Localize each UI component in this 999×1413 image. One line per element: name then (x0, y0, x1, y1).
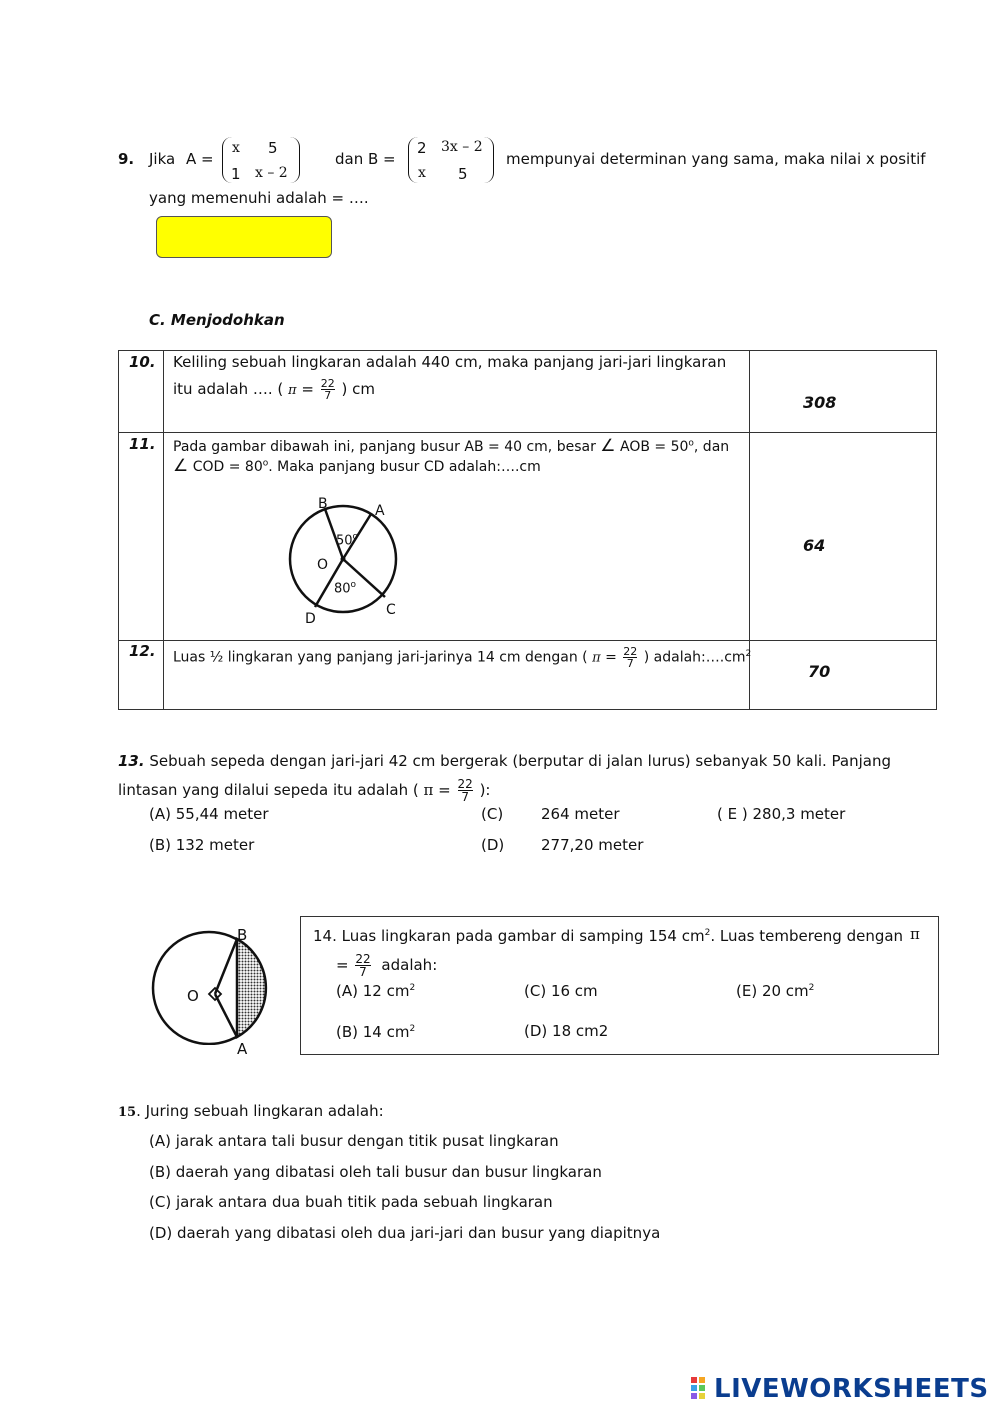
q13-line2: lintasan yang dilalui sepeda itu adalah ( π = $\frac{22}{7}$ ): (118, 777, 491, 804)
q14-option-a[interactable]: (A) 12 $cm^2$ (336, 982, 416, 1000)
center-o (341, 557, 346, 562)
angle-icon: ∠ (600, 436, 616, 456)
q13-option-d-label[interactable]: (D) (481, 836, 505, 854)
q15-option-a[interactable]: (A) jarak antara tali busur dengan titik pusat lingkaran (149, 1132, 559, 1150)
q15-option-b[interactable]: (B) daerah yang dibatasi oleh tali busur dan busur lingkaran (149, 1163, 602, 1181)
q11-label-c: C (386, 602, 396, 618)
q9-line2: yang memenuhi adalah = …. (149, 189, 369, 207)
q11-label-o: O (317, 557, 329, 573)
q15-option-d[interactable]: (D) daerah yang dibatasi oleh dua jari-jari dan busur yang diapitnya (149, 1224, 661, 1242)
q11-circle-figure (280, 490, 420, 630)
q10-number: 10. (129, 353, 156, 371)
q14-line2: = $\frac{22}{7}$ adalah: (336, 952, 438, 979)
q13-option-b[interactable]: (B) 132 meter (149, 836, 255, 854)
q14-option-c[interactable]: (C) 16 cm (524, 982, 598, 1000)
q11-label-d: D (305, 611, 316, 627)
q14-circle-figure (145, 930, 275, 1045)
answer-input-q9[interactable] (156, 216, 332, 258)
q14-pi: π (910, 925, 920, 943)
q14-label-b: B (237, 926, 248, 944)
logo-blocks-icon (690, 1375, 714, 1403)
q10-answer[interactable]: 308 (803, 393, 837, 412)
q12-number: 12. (129, 642, 156, 660)
segment-shaded (237, 939, 266, 1037)
q13-line1: 13. Sebuah sepeda dengan jari-jari 42 cm bergerak (berputar di jalan lurus) sebanyak 50 kali. Panjang (118, 752, 892, 770)
q14-option-d[interactable]: (D) 18 cm2 (524, 1022, 609, 1040)
q13-option-a[interactable]: (A) 55,44 meter (149, 805, 269, 823)
q12-answer[interactable]: 70 (808, 662, 831, 681)
liveworksheets-logo: LIVEWORKSHEETS (690, 1374, 989, 1404)
q11-label-a: A (375, 503, 385, 519)
radius-oa (215, 994, 237, 1037)
q11-angle-50: 50$^o$ (336, 532, 359, 549)
q14-option-e[interactable]: (E) 20 $cm^2$ (736, 982, 815, 1000)
q15-prompt: 15. Juring sebuah lingkaran adalah: (118, 1102, 384, 1120)
radius-ob (215, 939, 237, 994)
q9-dan-b: dan B = (335, 150, 396, 168)
q9-number: 9. (118, 150, 135, 168)
q9-a-eq: A = (186, 150, 214, 168)
section-c-heading: C. Menjodohkan (149, 311, 285, 329)
q14-label-o: O (187, 987, 199, 1005)
q13-option-c-label[interactable]: (C) (481, 805, 504, 823)
q12-text: Luas ½ lingkaran yang panjang jari-jarinya 14 cm dengan ( π = $\frac{22}{7}$ ) $adalah:\dots.cm^2$ (173, 645, 752, 670)
q11-label-b: B (318, 496, 328, 512)
q10-line2: itu adalah …. ( π = $\frac{22}{7}$ ) cm (173, 377, 375, 402)
q13-option-d[interactable]: 277,20 meter (541, 836, 644, 854)
angle-icon: ∠ (173, 456, 189, 476)
q11-angle-80: 80$^o$ (334, 580, 357, 597)
q13-option-c[interactable]: 264 meter (541, 805, 620, 823)
q15-option-c[interactable]: (C) jarak antara dua buah titik pada sebuah lingkaran (149, 1193, 553, 1211)
q14-line1: 14. Luas lingkaran pada gambar di samping 154 $cm^2$. Luas tembereng dengan (313, 927, 904, 945)
q10-line1: Keliling sebuah lingkaran adalah 440 cm, maka panjang jari-jari lingkaran (173, 353, 727, 371)
q11-line1: Pada gambar dibawah ini, panjang busur AB = 40 cm, besar ∠ AOB = $50^o$, dan (173, 436, 730, 456)
q11-answer[interactable]: 64 (803, 536, 826, 555)
q9-jika: Jika (149, 150, 176, 168)
q11-line2: ∠ COD = $80^o$. Maka panjang busur CD adalah:….cm (173, 456, 541, 476)
q14-option-b[interactable]: (B) 14 $cm^2$ (336, 1023, 416, 1041)
q9-tail: mempunyai determinan yang sama, maka nilai x positif (506, 150, 926, 168)
q14-label-a: A (237, 1040, 248, 1058)
q11-number: 11. (129, 435, 156, 453)
q13-option-e[interactable]: ( E ) 280,3 meter (717, 805, 846, 823)
